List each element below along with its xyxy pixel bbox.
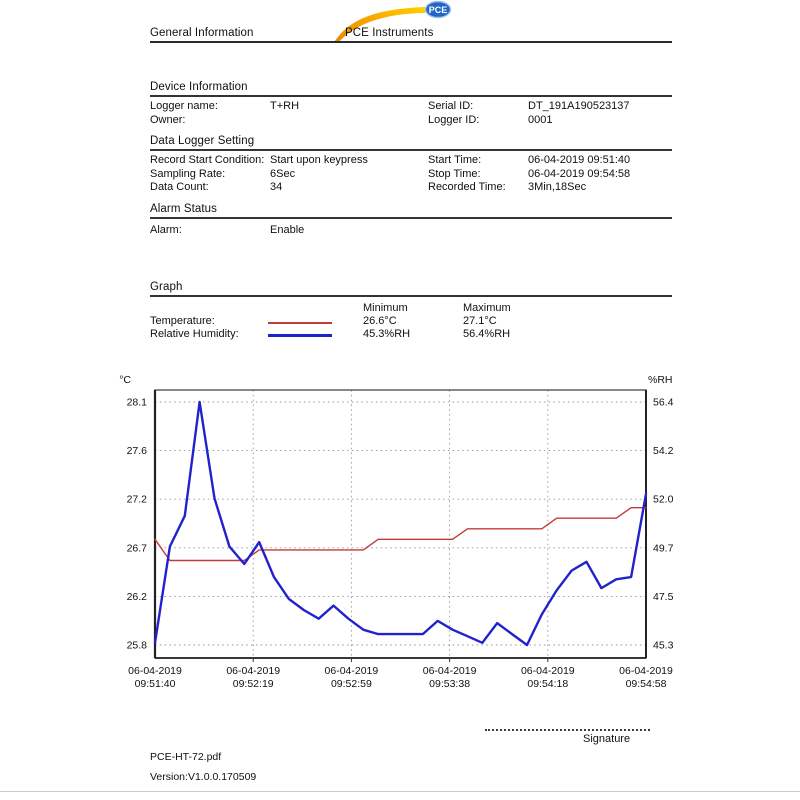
info-row [0, 114, 800, 127]
field-value: 06-04-2019 09:54:58 [528, 168, 631, 180]
signature-label: Signature [583, 733, 631, 745]
info-row [0, 168, 800, 181]
x-tick-date: 06-04-2019 [226, 665, 281, 677]
x-tick-date: 06-04-2019 [422, 665, 477, 677]
section-title-alarm-status: Alarm Status [150, 203, 218, 215]
x-tick-date: 06-04-2019 [128, 665, 182, 677]
field-label: Logger name: [150, 100, 218, 112]
right-axis-unit: %RH [648, 374, 673, 386]
x-tick-time: 09:52:59 [330, 678, 372, 690]
section-rule [150, 95, 672, 97]
legend-min-header: Minimum [363, 302, 408, 314]
legend-label: Relative Humidity: [150, 328, 239, 340]
legend-max-value: 56.4%RH [463, 328, 511, 340]
header-rule [150, 41, 672, 43]
legend-row-temperature [0, 315, 800, 328]
legend-row-humidity [0, 328, 800, 341]
left-tick-label: 28.1 [126, 396, 147, 409]
plot-border [155, 390, 646, 658]
x-tick-time: 09:53:38 [429, 678, 471, 690]
legend-max-header: Maximum [463, 302, 511, 314]
left-tick-label: 25.8 [126, 639, 147, 652]
relative-humidity-line [155, 402, 646, 645]
chart-svg [100, 365, 700, 700]
field-label: Start Time: [428, 154, 482, 166]
signature-line [485, 729, 650, 731]
field-value: 3Min,18Sec [528, 181, 587, 193]
field-label: Serial ID: [428, 100, 474, 112]
x-tick-time: 09:51:40 [134, 678, 176, 690]
section-rule [150, 149, 672, 151]
section-title-graph: Graph [150, 281, 183, 293]
field-label: Stop Time: [428, 168, 481, 180]
section-rule [150, 217, 672, 219]
footer-filename: PCE-HT-72.pdf [150, 751, 222, 763]
field-value: Enable [270, 224, 305, 236]
field-label: Record Start Condition: [150, 154, 265, 166]
page-bottom-edge [0, 791, 800, 792]
legend-header-row [0, 302, 800, 315]
left-tick-label: 27.6 [126, 445, 147, 458]
left-tick-label: 26.2 [126, 590, 147, 603]
page-title: General Information [150, 27, 254, 39]
field-label: Alarm: [150, 224, 182, 236]
info-row [0, 100, 800, 113]
field-value: 34 [270, 181, 283, 193]
legend-label: Temperature: [150, 315, 215, 327]
field-label: Recorded Time: [428, 181, 506, 193]
right-tick-label: 52.0 [653, 493, 674, 506]
chart-gridlines [155, 390, 646, 658]
x-tick-date: 06-04-2019 [619, 665, 673, 677]
right-tick-label: 56.4 [653, 396, 674, 409]
field-value: 0001 [528, 114, 553, 126]
right-tick-label: 47.5 [653, 590, 674, 603]
legend-max-value: 27.1°C [463, 315, 497, 327]
field-value: 6Sec [270, 168, 296, 180]
footer-version: Version:V1.0.0.170509 [150, 771, 257, 783]
section-title-device-information: Device Information [150, 81, 248, 93]
brand-name: PCE Instruments [345, 27, 434, 39]
humidity-line-swatch [268, 334, 332, 337]
field-value: DT_191A190523137 [528, 100, 630, 112]
x-tick-time: 09:54:18 [527, 678, 569, 690]
field-value: 06-04-2019 09:51:40 [528, 154, 631, 166]
field-label: Data Count: [150, 181, 209, 193]
temperature-line [155, 508, 646, 561]
legend-min-value: 45.3%RH [363, 328, 411, 340]
info-row [0, 154, 800, 167]
right-tick-label: 45.3 [653, 639, 674, 652]
x-tick-time: 09:52:19 [232, 678, 274, 690]
field-label: Owner: [150, 114, 186, 126]
left-axis-unit: °C [119, 374, 131, 386]
legend-min-value: 26.6°C [363, 315, 397, 327]
temperature-line-swatch [268, 322, 332, 324]
info-row [0, 224, 800, 237]
field-label: Logger ID: [428, 114, 480, 126]
field-value: Start upon keypress [270, 154, 368, 166]
field-value: T+RH [270, 100, 300, 112]
x-tick-time: 09:54:58 [625, 678, 667, 690]
right-tick-label: 54.2 [653, 445, 674, 458]
section-title-data-logger-setting: Data Logger Setting [150, 135, 255, 147]
x-tick-date: 06-04-2019 [520, 665, 575, 677]
x-tick-date: 06-04-2019 [324, 665, 379, 677]
pce-badge-text: PCE [428, 5, 448, 15]
field-label: Sampling Rate: [150, 168, 226, 180]
right-tick-label: 49.7 [653, 542, 674, 555]
left-tick-label: 26.7 [126, 542, 147, 555]
left-tick-label: 27.2 [126, 493, 147, 506]
section-rule [150, 295, 672, 297]
info-row [0, 181, 800, 194]
